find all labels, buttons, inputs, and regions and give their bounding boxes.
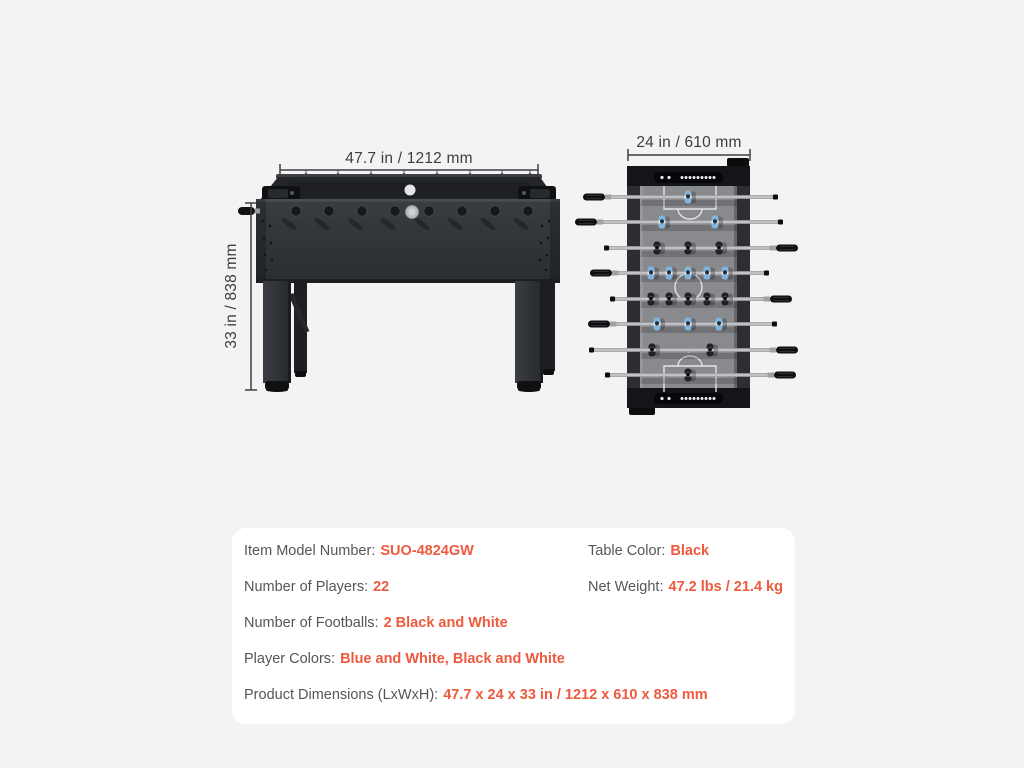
ball-hole-top (405, 185, 416, 196)
spec-label: Number of Footballs: (244, 615, 379, 631)
spec-value: Blue and White, Black and White (340, 651, 565, 667)
spec-label: Table Color: (588, 543, 666, 559)
foosball-side-view (238, 170, 560, 392)
spec-num-footballs (244, 615, 785, 631)
spec-card (232, 528, 795, 724)
dimension-label-width: 24 in / 610 mm (636, 134, 742, 151)
dimension-label-length: 47.7 in / 1212 mm (345, 150, 473, 167)
spec-value: 22 (373, 579, 390, 595)
side-view-deck (259, 174, 557, 201)
dimension-label-height: 33 in / 838 mm (223, 243, 240, 349)
spec-player-colors (244, 651, 785, 667)
spec-label: Number of Players: (244, 579, 369, 595)
spec-net-weight (588, 579, 785, 595)
spec-value: 47.7 x 24 x 33 in / 1212 x 610 x 838 mm (443, 687, 708, 703)
spec-item-model (244, 543, 588, 559)
dimension-width-side (280, 150, 538, 176)
top-view-corner-tab (727, 158, 749, 167)
dimension-width-top (628, 134, 750, 161)
top-view-field (640, 186, 737, 392)
spec-label: Product Dimensions (LxWxH): (244, 687, 439, 703)
spec-label: Item Model Number: (244, 543, 376, 559)
spec-value: 47.2 lbs / 21.4 kg (668, 579, 783, 595)
spec-value: 2 Black and White (383, 615, 508, 631)
spec-table-color (588, 543, 785, 559)
spec-value: Black (670, 543, 710, 559)
spec-label: Net Weight: (588, 579, 664, 595)
spec-product-dimensions (244, 687, 785, 703)
dimension-height-side (223, 203, 257, 390)
foosball-top-view (575, 158, 798, 415)
spec-value: SUO-4824GW (380, 543, 474, 559)
spec-label: Player Colors: (244, 651, 336, 667)
spec-num-players (244, 579, 588, 595)
